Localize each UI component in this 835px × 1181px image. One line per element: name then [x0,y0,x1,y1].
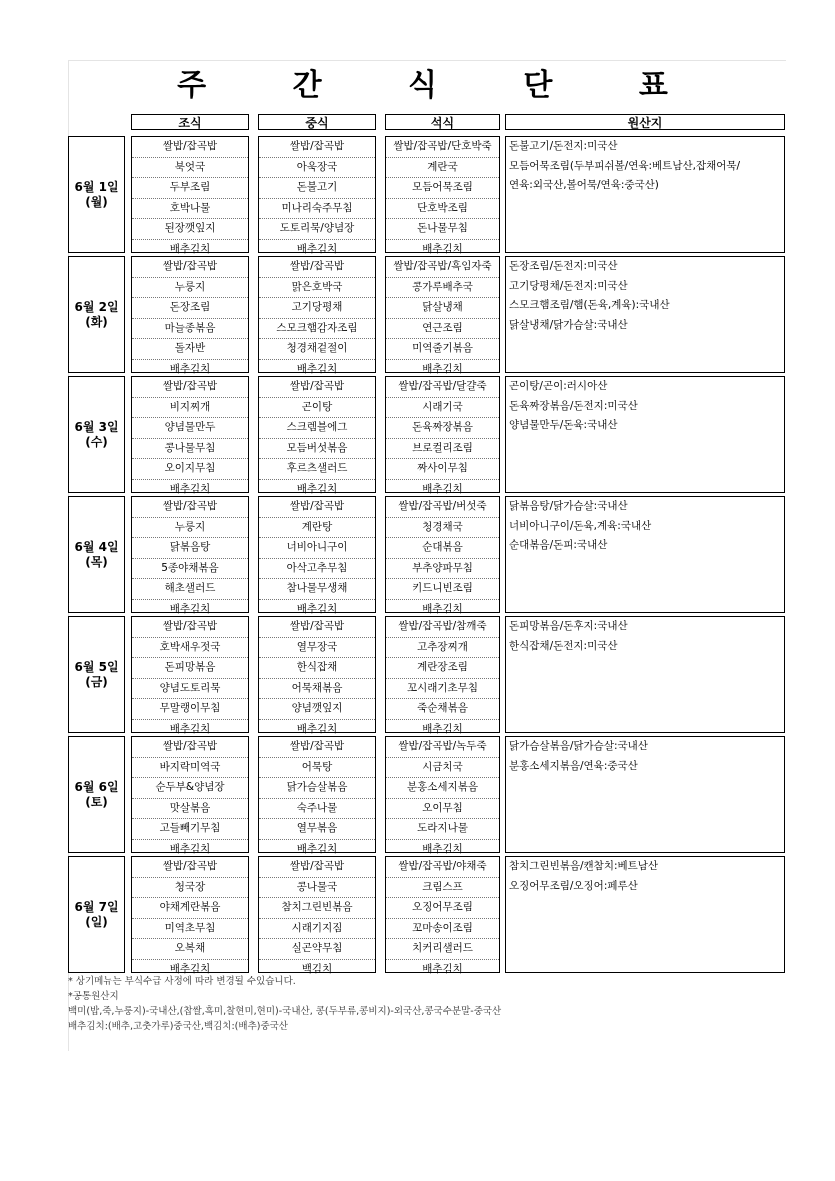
menu-item: 쌀밥/잡곡밥/버섯죽 [386,497,499,518]
menu-item: 호박새우젓국 [132,638,248,659]
menu-item: 한식잡채 [259,658,375,679]
origin-line: 순대볶음/돈피:국내산 [509,539,608,551]
day-label [68,616,125,733]
header-breakfast: 조식 [131,114,249,130]
menu-item: 열무볶음 [259,819,375,840]
menu-item: 아삭고추무침 [259,559,375,580]
origin-line: 곤이탕/곤이:러시아산 [509,380,608,392]
menu-item: 배추김치 [296,722,338,735]
menu-item: 닭가슴살볶음 [259,778,375,799]
menu-item: 콩가루배추국 [386,278,499,299]
menu-item: 배추김치 [296,482,338,495]
origin-line: 분홍소세지볶음/연육:중국산 [509,759,638,772]
menu-item: 북엇국 [132,158,248,179]
origin-line: 연육:외국산,볼어묵/연육:중국산) [509,179,659,191]
menu-item: 어묵채볶음 [259,679,375,700]
origin-line: 오징어무조림/오징어:페루산 [509,879,638,892]
footnote-line: 백미(밥,죽,누룽지)-국내산,(찹쌀,흑미,찰현미,현미)-국내산, 콩(두부류,콩비지)-외국산,콩국수분말-중국산 [68,1006,502,1017]
day-label [68,376,125,493]
day-label [68,496,125,613]
menu-item: 미역줄기볶음 [386,339,499,360]
menu-item: 스모크햄감자조림 [259,319,375,340]
menu-item: 키드니빈조림 [386,579,499,600]
day-date: 6월 1일 [74,179,119,194]
day-weekday: (일) [85,914,108,929]
menu-item: 쌀밥/잡곡밥/참깨죽 [386,617,499,638]
day-label [68,736,125,853]
day-weekday: (수) [85,434,108,449]
menu-item: 닭살냉채 [386,298,499,319]
menu-item: 쌀밥/잡곡밥 [132,137,248,158]
origin-line: 스모크햄조림/햄(돈육,계육):국내산 [509,299,670,311]
menu-item: 돌자반 [132,339,248,360]
origin-line: 닭볶음탕/닭가슴살:국내산 [509,500,628,512]
menu-item: 브로컬리조림 [386,439,499,460]
menu-item: 죽순채볶음 [386,699,499,720]
menu-item: 분홍소세지볶음 [386,778,499,799]
menu-item: 배추김치 [422,482,463,495]
lunch-column [258,616,376,733]
menu-item: 배추김치 [422,842,463,855]
menu-item: 청국장 [132,878,248,899]
menu-item: 시래기국 [386,398,499,419]
day-label [68,256,125,373]
menu-item: 시금치국 [386,758,499,779]
menu-item: 배추김치 [296,602,338,615]
footnote-line: * 상기메뉴는 부식수급 사정에 따라 변경될 수있습니다. [68,976,296,987]
menu-item: 배추김치 [169,482,211,495]
lunch-column [258,496,376,613]
menu-item: 부추양파무침 [386,559,499,580]
menu-item: 쌀밥/잡곡밥/단호박죽 [386,137,499,158]
menu-item: 배추김치 [169,962,211,975]
origin-line: 돈피망볶음/돈후지:국내산 [509,620,628,632]
menu-item: 배추김치 [169,722,211,735]
menu-item: 5종야채볶음 [132,559,248,580]
dinner-column [385,736,500,853]
menu-item: 마늘종볶음 [132,319,248,340]
lunch-column [258,256,376,373]
day-weekday: (화) [85,314,108,329]
menu-item: 배추김치 [296,842,338,855]
menu-item: 돈육짜장볶음 [386,418,499,439]
menu-item: 돈피망볶음 [132,658,248,679]
page-title: 주 간 식 단 표 [177,68,706,103]
breakfast-column [131,376,249,493]
menu-item: 쌀밥/잡곡밥 [132,377,248,398]
menu-item: 후르츠샐러드 [259,459,375,480]
menu-item: 열무장국 [259,638,375,659]
menu-item: 쌀밥/잡곡밥 [132,617,248,638]
menu-item: 배추김치 [169,842,211,855]
origin-column [505,496,785,613]
day-date: 6월 4일 [74,539,119,554]
origin-line: 참치그린빈볶음/캔참치:베트남산 [509,860,659,872]
menu-item: 돈장조림 [132,298,248,319]
menu-item: 배추김치 [296,242,338,255]
day-label [68,136,125,253]
menu-item: 배추김치 [422,362,463,375]
menu-item: 무말랭이무침 [132,699,248,720]
menu-item: 배추김치 [169,242,211,255]
origin-line: 돈불고기/돈전지:미국산 [509,140,618,152]
menu-item: 고추장찌개 [386,638,499,659]
menu-item: 배추김치 [422,602,463,615]
menu-item: 누룽지 [132,278,248,299]
menu-item: 호박나물 [132,199,248,220]
day-date: 6월 6일 [74,779,119,794]
menu-item: 어묵탕 [259,758,375,779]
menu-item: 오복채 [132,939,248,960]
menu-item: 단호박조림 [386,199,499,220]
origin-line: 양념물만두/돈육:국내산 [509,419,618,431]
menu-item: 치커리샐러드 [386,939,499,960]
menu-item: 쌀밥/잡곡밥/흑임자죽 [386,257,499,278]
menu-item: 연근조림 [386,319,499,340]
menu-item: 곤이탕 [259,398,375,419]
origin-column [505,376,785,493]
menu-item: 콩나물국 [259,878,375,899]
menu-item: 쌀밥/잡곡밥 [132,257,248,278]
dinner-column [385,616,500,733]
menu-item: 야채계란볶음 [132,898,248,919]
lunch-column [258,136,376,253]
breakfast-column [131,496,249,613]
day-date: 6월 3일 [74,419,119,434]
origin-line: 닭가슴살볶음/닭가슴살:국내산 [509,740,648,752]
menu-item: 짜사이무침 [386,459,499,480]
lunch-column [258,376,376,493]
menu-item: 쌀밥/잡곡밥 [259,617,375,638]
menu-item: 청경채겉절이 [259,339,375,360]
breakfast-column [131,136,249,253]
menu-item: 양념물만두 [132,418,248,439]
menu-item: 청경채국 [386,518,499,539]
origin-column [505,256,785,373]
lunch-column [258,736,376,853]
menu-item: 맛살볶음 [132,799,248,820]
origin-line: 고기당평채/돈전지:미국산 [509,279,628,292]
menu-item: 쌀밥/잡곡밥 [259,497,375,518]
menu-item: 닭볶음탕 [132,538,248,559]
origin-column [505,616,785,733]
breakfast-column [131,856,249,973]
origin-line: 한식잡채/돈전지:미국산 [509,639,618,652]
menu-item: 고기당평채 [259,298,375,319]
dinner-column [385,496,500,613]
menu-item: 돈나물무침 [386,219,499,240]
origin-line: 돈장조림/돈전지:미국산 [509,260,618,272]
menu-item: 쌀밥/잡곡밥 [132,497,248,518]
menu-item: 참나물무생채 [259,579,375,600]
dinner-column [385,856,500,973]
menu-item: 쌀밥/잡곡밥/녹두죽 [386,737,499,758]
dinner-column [385,136,500,253]
menu-item: 숙주나물 [259,799,375,820]
origin-line: 너비아니구이/돈육,계육:국내산 [509,519,652,532]
day-date: 6월 2일 [74,299,119,314]
menu-item: 미나리숙주무침 [259,199,375,220]
menu-item: 쌀밥/잡곡밥 [132,857,248,878]
menu-item: 꼬마송이조림 [386,919,499,940]
menu-item: 고들빼기무침 [132,819,248,840]
menu-item: 배추김치 [422,722,463,735]
menu-item: 순두부&양념장 [132,778,248,799]
menu-item: 꼬시래기초무침 [386,679,499,700]
footnote-line: *공통원산지 [68,991,119,1002]
menu-item: 비지찌개 [132,398,248,419]
menu-item: 콩나물무침 [132,439,248,460]
menu-item: 바지락미역국 [132,758,248,779]
day-date: 6월 7일 [74,899,119,914]
dinner-column [385,376,500,493]
menu-item: 오이지무침 [132,459,248,480]
day-weekday: (목) [85,554,108,569]
menu-item: 스크렘블에그 [259,418,375,439]
menu-item: 모듬버섯볶음 [259,439,375,460]
menu-item: 크림스프 [386,878,499,899]
menu-item: 된장깻잎지 [132,219,248,240]
menu-item: 계란국 [386,158,499,179]
menu-item: 쌀밥/잡곡밥 [259,257,375,278]
menu-item: 미역초무침 [132,919,248,940]
origin-line: 모듬어묵조림(두부피쉬볼/연육:베트남산,잡채어묵/ [509,159,741,172]
menu-item: 쌀밥/잡곡밥/야채죽 [386,857,499,878]
origin-line: 닭살냉채/닭가슴살:국내산 [509,318,628,331]
menu-item: 누룽지 [132,518,248,539]
menu-item: 시래기지짐 [259,919,375,940]
origin-column [505,136,785,253]
menu-item: 배추김치 [422,962,463,975]
menu-item: 쌀밥/잡곡밥 [132,737,248,758]
origin-column [505,736,785,853]
menu-item: 배추김치 [169,362,211,375]
day-weekday: (월) [85,194,108,209]
header-origin: 원산지 [505,114,785,130]
day-label [68,856,125,973]
day-weekday: (금) [85,674,108,689]
menu-item: 양념깻잎지 [259,699,375,720]
day-date: 6월 5일 [74,659,119,674]
menu-item: 도라지나물 [386,819,499,840]
origin-line: 돈육짜장볶음/돈전지:미국산 [509,399,638,412]
footnote-line: 배추김치:(배추,고춧가루)중국산,백김치:(배추)중국산 [68,1021,288,1032]
menu-item: 배추김치 [296,362,338,375]
menu-item: 모듬어묵조림 [386,178,499,199]
menu-item: 배추김치 [422,242,463,255]
menu-item: 쌀밥/잡곡밥 [259,857,375,878]
menu-item: 너비아니구이 [259,538,375,559]
menu-item: 양념도토리묵 [132,679,248,700]
menu-item: 돈불고기 [259,178,375,199]
menu-item: 해초샐러드 [132,579,248,600]
menu-item: 쌀밥/잡곡밥 [259,377,375,398]
menu-sheet [68,60,785,1050]
breakfast-column [131,256,249,373]
menu-item: 쌀밥/잡곡밥 [259,137,375,158]
lunch-column [258,856,376,973]
menu-item: 맑은호박국 [259,278,375,299]
dinner-column [385,256,500,373]
menu-item: 오징어무조림 [386,898,499,919]
breakfast-column [131,616,249,733]
menu-item: 아욱장국 [259,158,375,179]
menu-item: 순대볶음 [386,538,499,559]
menu-item: 오이무침 [386,799,499,820]
menu-item: 배추김치 [169,602,211,615]
breakfast-column [131,736,249,853]
footnotes [68,974,785,1034]
menu-item: 계란탕 [259,518,375,539]
origin-column [505,856,785,973]
menu-item: 쌀밥/잡곡밥 [259,737,375,758]
header-dinner: 석식 [385,114,500,130]
day-weekday: (토) [85,794,108,809]
menu-item: 실곤약무침 [259,939,375,960]
menu-item: 도토리묵/양념장 [259,219,375,240]
header-lunch: 중식 [258,114,376,130]
menu-item: 쌀밥/잡곡밥/달걀죽 [386,377,499,398]
menu-item: 두부조림 [132,178,248,199]
menu-item: 백김치 [301,962,333,975]
menu-item: 참치그린빈볶음 [259,898,375,919]
menu-item: 계란장조림 [386,658,499,679]
